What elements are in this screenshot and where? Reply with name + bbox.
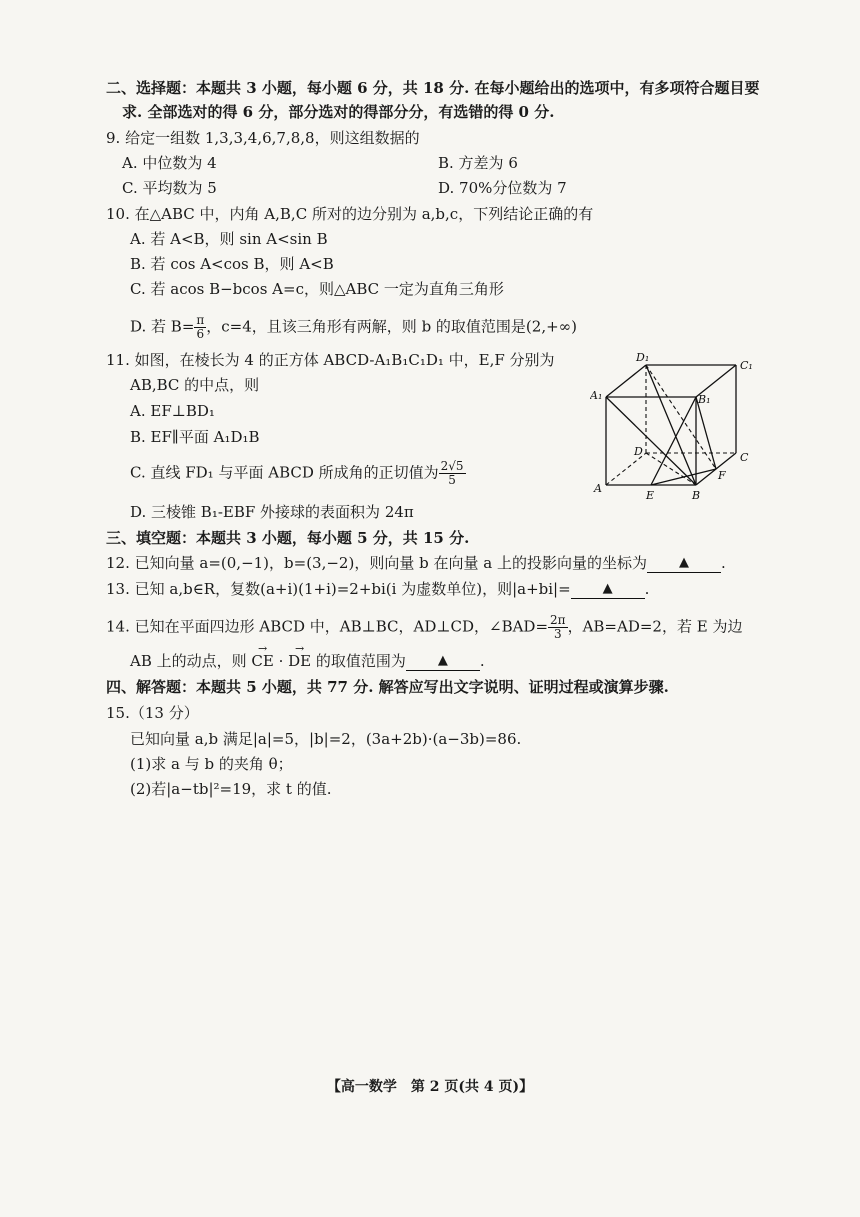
section4-header: 四、解答题：本题共 5 小题，共 77 分. 解答应写出文字说明、证明过程或演算步骤. (106, 678, 669, 696)
line-b1-f (696, 397, 716, 469)
q14-den: 3 (553, 627, 562, 641)
q11-c-den: 5 (448, 473, 456, 487)
q11-c-fraction (439, 460, 466, 487)
q12-text: 12. 已知向量 a=(0,−1)，b=(3,−2)，则向量 b 在向量 a 上的投影向量的坐标为 (106, 554, 647, 572)
label-c: C (740, 451, 749, 464)
label-a: A (594, 482, 602, 495)
q9-option-d: D. 70%分位数为 7 (438, 179, 567, 197)
q14-fraction (548, 614, 568, 641)
q14-answer-blank[interactable]: ▲ (406, 652, 480, 671)
label-f: F (718, 469, 726, 482)
label-b1: B₁ (698, 393, 711, 406)
q11-stem-line1: 11. 如图，在棱长为 4 的正方体 ABCD-A₁B₁C₁D₁ 中，E,F 分别为 (106, 351, 555, 369)
q10-d-num: π (196, 313, 205, 327)
q10-option-b: B. 若 cos A<cos B，则 A<B (130, 255, 334, 273)
q10-option-c: C. 若 acos B−bcos A=c，则△ABC 一定为直角三角形 (130, 280, 504, 298)
q14-line2-post: 的取值范围为 (311, 652, 406, 670)
label-c1: C₁ (740, 359, 753, 372)
q11-c-num: 2√5 (440, 459, 464, 473)
q14-dot: · (273, 652, 289, 670)
label-b: B (692, 489, 701, 502)
q14-line1 (106, 614, 742, 641)
label-d1: D₁ (636, 351, 650, 364)
label-d: D (634, 445, 643, 458)
q11-option-c (130, 460, 466, 487)
q14-line2-pre: AB 上的动点，则 (130, 652, 252, 670)
edge-a1-d1 (606, 365, 646, 397)
q10-stem: 10. 在△ABC 中，内角 A,B,C 所对的边分别为 a,b,c，下列结论正确的有 (106, 205, 594, 223)
q15-part1: (1)求 a 与 b 的夹角 θ； (130, 755, 293, 773)
q13-text: 13. 已知 a,b∈R，复数(a+i)(1+i)=2+bi(i 为虚数单位)，则|a+bi|= (106, 580, 571, 598)
q15-stem: 已知向量 a,b 满足|a|=5，|b|=2，(3a+2b)·(a−3b)=86. (130, 730, 522, 748)
q10-option-d (130, 314, 577, 341)
q10-d-fraction (194, 314, 206, 341)
q9-stem: 9. 给定一组数 1,3,3,4,6,7,8,8，则这组数据的 (106, 129, 420, 147)
section3-header: 三、填空题：本题共 3 小题，每小题 5 分，共 15 分. (106, 529, 470, 547)
line-d1-b (646, 365, 696, 485)
q10-d-pre: D. 若 B= (130, 317, 195, 336)
q14-line2 (130, 651, 485, 671)
q9-option-a: A. 中位数为 4 (122, 154, 217, 172)
q10-option-a: A. 若 A<B，则 sin A<sin B (130, 230, 328, 248)
line-a1-b (606, 397, 696, 485)
q14-line1-post: ，AB=AD=2，若 E 为边 (567, 617, 743, 636)
page-footer: 【高一数学 第 2 页(共 4 页)】 (326, 1079, 534, 1095)
q11-option-a: A. EF⊥BD₁ (130, 402, 215, 420)
q15-part2: (2)若|a−tb|²=19，求 t 的值. (130, 780, 332, 798)
q14-line1-pre: 14. 已知在平面四边形 ABCD 中，AB⊥BC，AD⊥CD，∠BAD= (106, 617, 549, 636)
q14-num: 2π (550, 613, 566, 627)
q11-option-b: B. EF∥平面 A₁D₁B (130, 428, 260, 446)
q10-d-den: 6 (196, 327, 205, 341)
q12-end: . (720, 554, 726, 572)
label-a1: A₁ (590, 389, 603, 402)
cube-figure (590, 345, 760, 505)
q11-stem-line2: AB,BC 的中点，则 (130, 376, 260, 394)
q13-answer-blank[interactable]: ▲ (571, 580, 645, 599)
q12 (106, 553, 726, 573)
q9-option-b: B. 方差为 6 (438, 154, 518, 172)
q13 (106, 579, 649, 599)
q9-option-c: C. 平均数为 5 (122, 179, 217, 197)
q10-d-post: ，c=4，且该三角形有两解，则 b 的取值范围是(2,+∞) (206, 317, 578, 336)
section2-header-line2: 求. 全部选对的得 6 分，部分选对的得部分分，有选错的得 0 分. (122, 103, 555, 121)
q14-vector-ce: → CE (251, 651, 273, 671)
q14-vector-de: → DE (288, 651, 311, 671)
q13-end: . (644, 580, 650, 598)
q14-end: . (479, 652, 485, 670)
q15-title: 15.（13 分） (106, 704, 199, 722)
line-b1-e (651, 397, 696, 485)
q11-option-d: D. 三棱锥 B₁-EBF 外接球的表面积为 24π (130, 503, 414, 521)
section2-header-line1: 二、选择题：本题共 3 小题，每小题 6 分，共 18 分. 在每小题给出的选项中，有多项符合题目要 (106, 79, 760, 97)
q11-c-pre: C. 直线 FD₁ 与平面 ABCD 所成角的正切值为 (130, 463, 439, 482)
q12-answer-blank[interactable]: ▲ (647, 554, 721, 573)
label-e: E (646, 489, 655, 502)
